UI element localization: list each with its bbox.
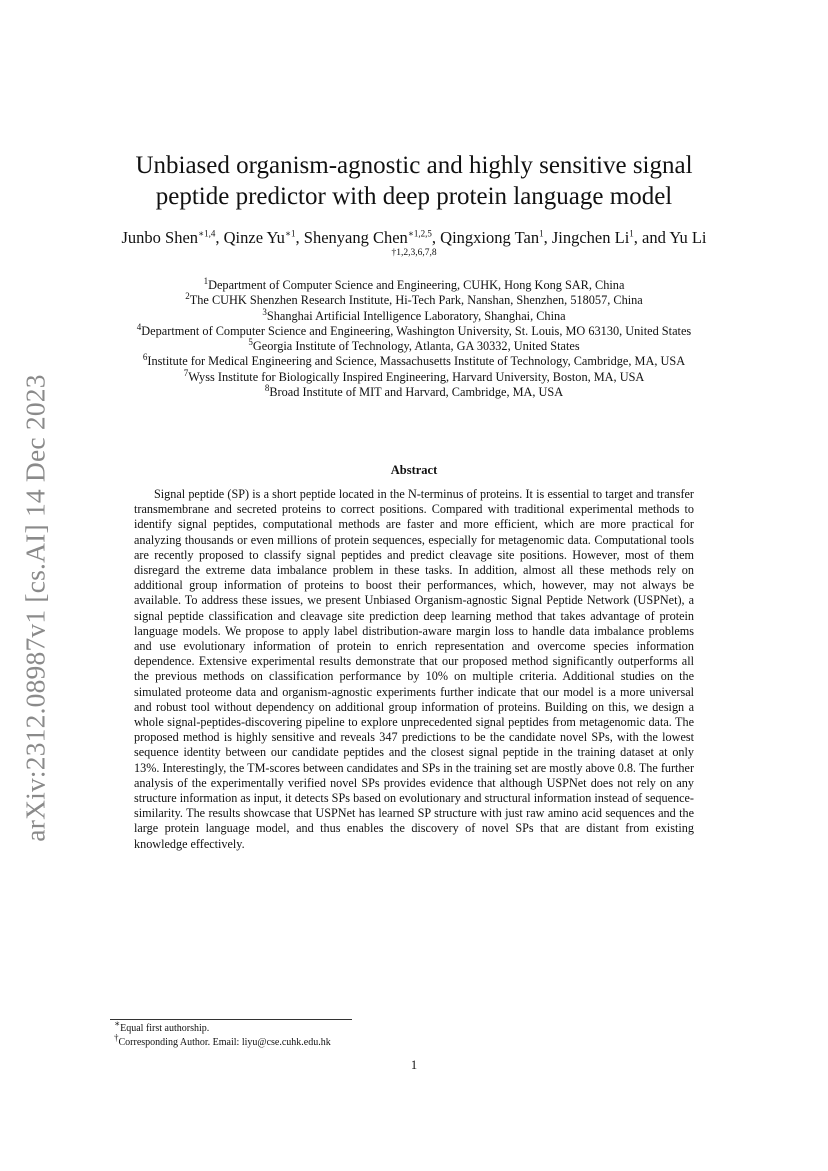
author-list: Junbo Shen$^{∗1,4}$, Qinze $Yu^{∗1}$, Shenyang Chen$^{∗1,2,5}$, Qingxiong Tan$^1$, Jingchen Li$^1$, and Yu Li	[121, 228, 707, 247]
affiliation: $^5$Georgia Institute of Technology, Atlanta, GA 30332, United States	[248, 337, 580, 354]
author: Yu Li	[669, 228, 707, 247]
footnote-divider	[110, 1019, 352, 1020]
abstract-heading: Abstract	[390, 463, 438, 477]
last-author-affiliation-marks: †1,2,3,6,7,8	[391, 248, 437, 258]
footnotes	[114, 1018, 714, 1049]
affiliation: $^7$Wyss Institute for Biologically Inspired Engineering, Harvard University, Boston, MA, USA	[183, 367, 645, 384]
footnote: ∗Equal first authorship.	[114, 1018, 210, 1034]
author: Jingchen Li$^1$	[551, 228, 634, 247]
affiliation-list	[60, 275, 768, 400]
author: Shenyang Chen$^{∗1,2,5}$	[303, 228, 432, 247]
affiliation: $^6$Institute for Medical Engineering and Science, Massachusetts Institute of Technology, Cambridge, MA, USA	[142, 352, 686, 369]
footnote: †Corresponding Author. Email: liyu@cse.cuhk.edu.hk	[114, 1032, 331, 1048]
affiliation: $^2$The CUHK Shenzhen Research Institute, Hi-Tech Park, Nanshan, Shenzhen, 518057, China	[185, 291, 643, 308]
page-number: 1	[410, 1058, 418, 1072]
affiliation: $^1$Department of Computer Science and Engineering, CUHK, Hong Kong SAR, China	[203, 275, 625, 292]
abstract-body: Signal peptide (SP) is a short peptide located in the N-terminus of proteins. It is essential to target and transfer transmembrane and secreted proteins to correct positions. Compared with traditional experimental methods to identify signal peptides, computational methods are faster and more efficient, which are more practical for analyzing thousands or even millions of protein sequences, especially for metagenomic data. Computational tools are recently proposed to classify signal peptides and predict cleavage site positions. However, most of them disregard the extreme data imbalance problem in these tasks. In addition, almost all these methods rely on additional group information of proteins to boost their performances, which, however, may not always be available. To address these issues, we present Unbiased Organism-agnostic Signal Peptide Network (USPNet), a signal peptide classification and cleavage site prediction deep learning method that takes advantage of protein language models. We propose to apply label distribution-aware margin loss to handle data imbalance problems and use evolutionary information of protein to enrich representation and overcome species information dependence. Extensive experimental results demonstrate that our proposed method significantly outperforms all the previous methods on classification performance by 10% on multiple criteria. Additional studies on the simulated proteome data and organism-agnostic experiments further indicate that our model is a more universal and robust tool without dependency on additional group information of proteins. Building on this, we design a whole signal-peptides-discovering pipeline to explore unprecedented signal peptides from metagenomic data. The proposed method is highly sensitive and reveals 347 predictions to be the candidate novel SPs, with the lowest sequence identity between our candidate peptides and the closest signal peptide in the training dataset at only 13%. Interestingly, the TM-scores between candidates and SPs in the training set are mostly above 0.8. The further analysis of the experimentally verified novel SPs provides evidence that although USPNet does not rely on any structure information as input, it detects SPs based on evolutionary and structural information instead of sequence-similarity. The results showcase that USPNet has learned SP structure with just raw amino acid sequences and the large protein language model, and thus enables the discovery of novel SPs that are distant from existing knowledge effectively.	[134, 487, 694, 851]
paper-title: Unbiased organism-agnostic and highly sensitive signal peptide predictor with deep protein language model	[135, 152, 693, 210]
arxiv-stamp	[20, 368, 52, 848]
affiliation: $^8$Broad Institute of MIT and Harvard, Cambridge, MA, USA	[264, 382, 564, 400]
affiliation: $^3$Shanghai Artificial Intelligence Laboratory, Shanghai, China	[262, 306, 566, 323]
author: Junbo Shen$^{∗1,4}$	[121, 228, 216, 247]
author: Qinze $Yu^{∗1}$	[223, 228, 296, 247]
arxiv-stamp-text: arXiv:2312.08987v1 [cs.AI] 14 Dec 2023	[20, 374, 51, 842]
affiliation: $^4$Department of Computer Science and Engineering, Washington University, St. Louis, MO 63130, United States	[136, 321, 692, 338]
author: Qingxiong Tan$^1$	[440, 228, 544, 247]
